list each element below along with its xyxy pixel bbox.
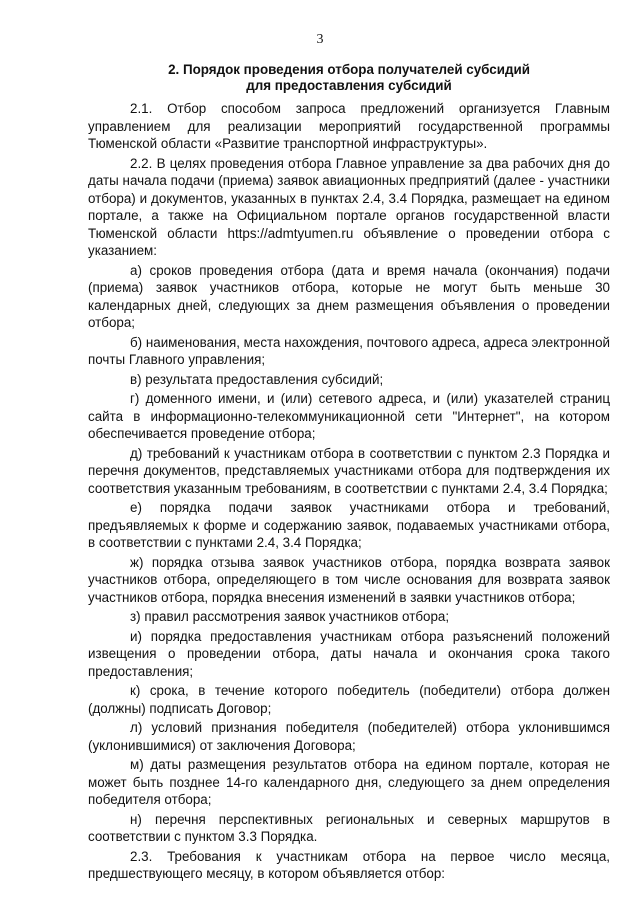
document-body <box>88 62 610 885</box>
section-title-line-1: 2. Порядок проведения отбора получателей субсидий <box>168 62 530 77</box>
list-item-e: е) порядка подачи заявок участниками отбора и требований, предъявляемых к форме и содержанию заявок, подаваемых участниками отбора, в соответствии с пунктами 2.4, 3.4 Порядка; <box>88 500 610 550</box>
page-number: 3 <box>316 32 324 47</box>
list-item-z: з) правил рассмотрения заявок участников отбора; <box>130 609 450 624</box>
paragraph-2-1: 2.1. Отбор способом запроса предложений организуется Главным управлением для реализации мероприятий государственной программы Тюменской области «Развитие транспортной инфраструктуры». <box>88 101 610 151</box>
list-item-g: г) доменного имени, и (или) сетевого адреса, и (или) указателей страниц сайта в информационно-телекоммуникационной сети "Интернет", на котором обеспечивается проведение отбора; <box>88 391 610 441</box>
paragraph-2-2: 2.2. В целях проведения отбора Главное управление за два рабочих дня до даты начала подачи (приема) заявок авиационных предприятий (далее - участники отбора) и документов, указанных в пунктах 2.4, 3.4 Порядка, размещает на едином портале, а также на Официальном портале органов государственной власти Тюменской области https://admtyumen.ru объявление о проведении отбора с указанием: <box>88 155 610 258</box>
list-item-a: а) сроков проведения отбора (дата и время начала (окончания) подачи (приема) заявок участников отбора, которые не могут быть меньше 30 календарных дней, следующих за днем размещения объявления о проведении отбора; <box>88 262 610 330</box>
section-title-line-2: для предоставления субсидий <box>246 78 452 93</box>
section-heading <box>88 62 610 94</box>
list-item-d: д) требований к участникам отбора в соответствии с пунктом 2.3 Порядка и перечня документов, представляемых участниками отбора для подтверждения их соответствия указанным требованиям, в соответствии с пунктами 2.4, 3.4 Порядка; <box>88 445 610 496</box>
list-item-b: б) наименования, места нахождения, почтового адреса, адреса электронной почты Главного управления; <box>88 334 610 367</box>
list-item-k: к) срока, в течение которого победитель (победители) отбора должен (должны) подписать Договор; <box>88 683 610 716</box>
list-item-i: и) порядка предоставления участникам отбора разъяснений положений извещения о проведении отбора, даты начала и окончания срока такого предоставления; <box>88 628 610 679</box>
paragraph-2-3: 2.3. Требования к участникам отбора на первое число месяца, предшествующего месяцу, в котором объявляется отбор: <box>88 848 610 881</box>
list-item-v: в) результата предоставления субсидий; <box>130 371 384 387</box>
list-item-zh: ж) порядка отзыва заявок участников отбора, порядка возврата заявок участников отбора, определяющего в том числе основания для возврата заявок участников отбора, порядка внесения изменений в заявки участников отбора; <box>88 554 610 605</box>
list-item-m: м) даты размещения результатов отбора на едином портале, которая не может быть позднее 14-го календарного дня, следующего за днем определения победителя отбора; <box>88 757 610 807</box>
list-item-l: л) условий признания победителя (победителей) отбора уклонившимся (уклонившимися) от заключения Договора; <box>88 720 610 753</box>
list-item-n: н) перечня перспективных региональных и северных маршрутов в соответствии с пунктом 3.3 Порядка. <box>88 811 610 844</box>
